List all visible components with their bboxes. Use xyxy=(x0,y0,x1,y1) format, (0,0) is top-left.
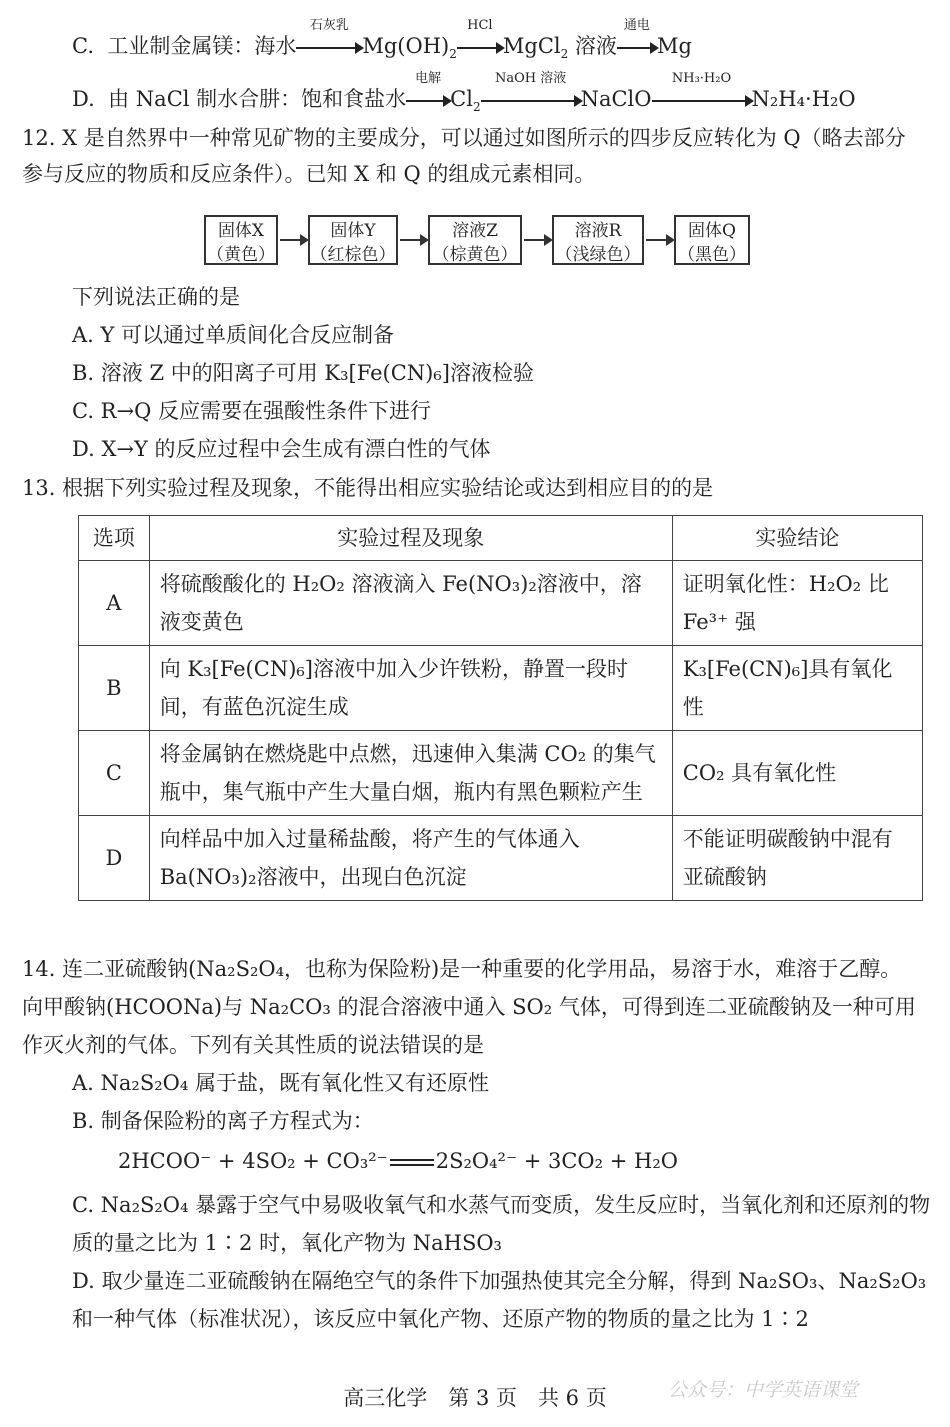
reaction-arrow: 通电 xyxy=(617,31,657,61)
flow-box-z: 溶液Z （棕黄色） xyxy=(428,215,522,265)
q11-option-d: D. 由 NaCl 制水合肼：饱和食盐水 电解 $Cl_2$ NaOH 溶液 NaClO NH₃·H₂O N₂H₄·H₂O xyxy=(72,71,856,115)
watermark: 公众号：中学英语课堂 xyxy=(668,1379,859,1401)
flow-box-y: 固体Y （红棕色） xyxy=(308,215,398,265)
flow-box-q: 固体Q （黑色） xyxy=(674,215,750,265)
table-row: D 向样品中加入过量稀盐酸，将产生的气体通入 Ba(NO₃)₂溶液中，出现白色沉淀 不能证明碳酸钠中混有亚硫酸钠 xyxy=(79,816,923,901)
flow-box-r: 溶液R （浅绿色） xyxy=(552,215,644,265)
reaction-arrow: 电解 xyxy=(406,84,450,114)
table-row: B 向 K₃[Fe(CN)₆]溶液中加入少许铁粉，静置一段时间，有蓝色沉淀生成 K₃[Fe(CN)₆]具有氧化性 xyxy=(79,646,923,731)
table-row: C 将金属钠在燃烧匙中点燃，迅速伸入集满 CO₂ 的集气瓶中，集气瓶中产生大量白烟，瓶内有黑色颗粒产生 CO₂ 具有氧化性 xyxy=(79,731,923,816)
reaction-arrow: NH₃·H₂O xyxy=(652,84,752,114)
table-header-row: 选项 实验过程及现象 实验结论 xyxy=(79,516,923,561)
q14-option-b: B. 制备保险粉的离子方程式为： xyxy=(72,1109,374,1133)
page-footer: 高三化学 第 3 页 共 6 页 xyxy=(343,1386,607,1410)
q14-equation: 2HCOO⁻ + 4SO₂ + CO₃²⁻ 2S₂O₄²⁻ + 3CO₂ + H₂O xyxy=(118,1149,678,1173)
q12-stem: 12. X 是自然界中一种常见矿物的主要成分，可以通过如图所示的四步反应转化为 Q（略去部分参与反应的物质和反应条件）。已知 X 和 Q 的组成元素相同。 xyxy=(22,126,906,186)
reaction-arrow: 石灰乳 xyxy=(296,31,362,61)
reaction-arrow: NaOH 溶液 xyxy=(481,84,581,114)
q13-table xyxy=(78,515,923,901)
q14-option-c: C. Na₂S₂O₄ 暴露于空气中易吸收氧气和水蒸气而变质，发生反应时，当氧化剂和还原剂的物质的量之比为 1∶2 时，氧化产物为 NaHSO₃ xyxy=(72,1193,931,1255)
q12-lead: 下列说法正确的是 xyxy=(72,285,240,309)
reaction-arrow: HCl xyxy=(457,31,503,61)
flow-box-x: 固体X （黄色） xyxy=(204,215,278,265)
table-row: A 将硫酸酸化的 H₂O₂ 溶液滴入 Fe(NO₃)₂溶液中，溶液变黄色 证明氧化性：H₂O₂ 比 Fe³⁺ 强 xyxy=(79,561,923,646)
flow-arrow xyxy=(646,239,672,241)
equals-sign xyxy=(390,1159,434,1166)
flow-arrow xyxy=(524,239,550,241)
q14-option-a: A. Na₂S₂O₄ 属于盐，既有氧化性又有还原性 xyxy=(72,1071,489,1095)
q12-option-d: D. X→Y 的反应过程中会生成有漂白性的气体 xyxy=(72,437,491,461)
flow-arrow xyxy=(280,239,306,241)
q12-option-c: C. R→Q 反应需要在强酸性条件下进行 xyxy=(72,399,431,423)
q12-option-b: B. 溶液 Z 中的阳离子可用 K₃[Fe(CN)₆]溶液检验 xyxy=(72,361,534,385)
q12-option-a: A. Y 可以通过单质间化合反应制备 xyxy=(72,323,395,347)
q12-flow-diagram xyxy=(204,215,750,265)
q14-option-d: D. 取少量连二亚硫酸钠在隔绝空气的条件下加强热使其完全分解，得到 Na₂SO₃、Na₂S₂O₃ 和一种气体（标准状况），该反应中氧化产物、还原产物的物质的量之比为 1∶2 xyxy=(72,1269,927,1331)
q14-stem: 14. 连二亚硫酸钠(Na₂S₂O₄，也称为保险粉)是一种重要的化学用品，易溶于水，难溶于乙醇。向甲酸钠(HCOONa)与 Na₂CO₃ 的混合溶液中通入 SO₂ 气体，可得到连二亚硫酸钠及一种可用作灭火剂的气体。下列有关其性质的说法错误的是 xyxy=(22,957,916,1057)
flow-arrow xyxy=(400,239,426,241)
q11-option-c: C. 工业制金属镁：海水 石灰乳 $Mg(OH)_2$ HCl MgCl$_2$ 溶液 通电 Mg xyxy=(72,18,692,62)
q13-stem: 13. 根据下列实验过程及现象，不能得出相应实验结论或达到相应目的的是 xyxy=(22,476,714,500)
